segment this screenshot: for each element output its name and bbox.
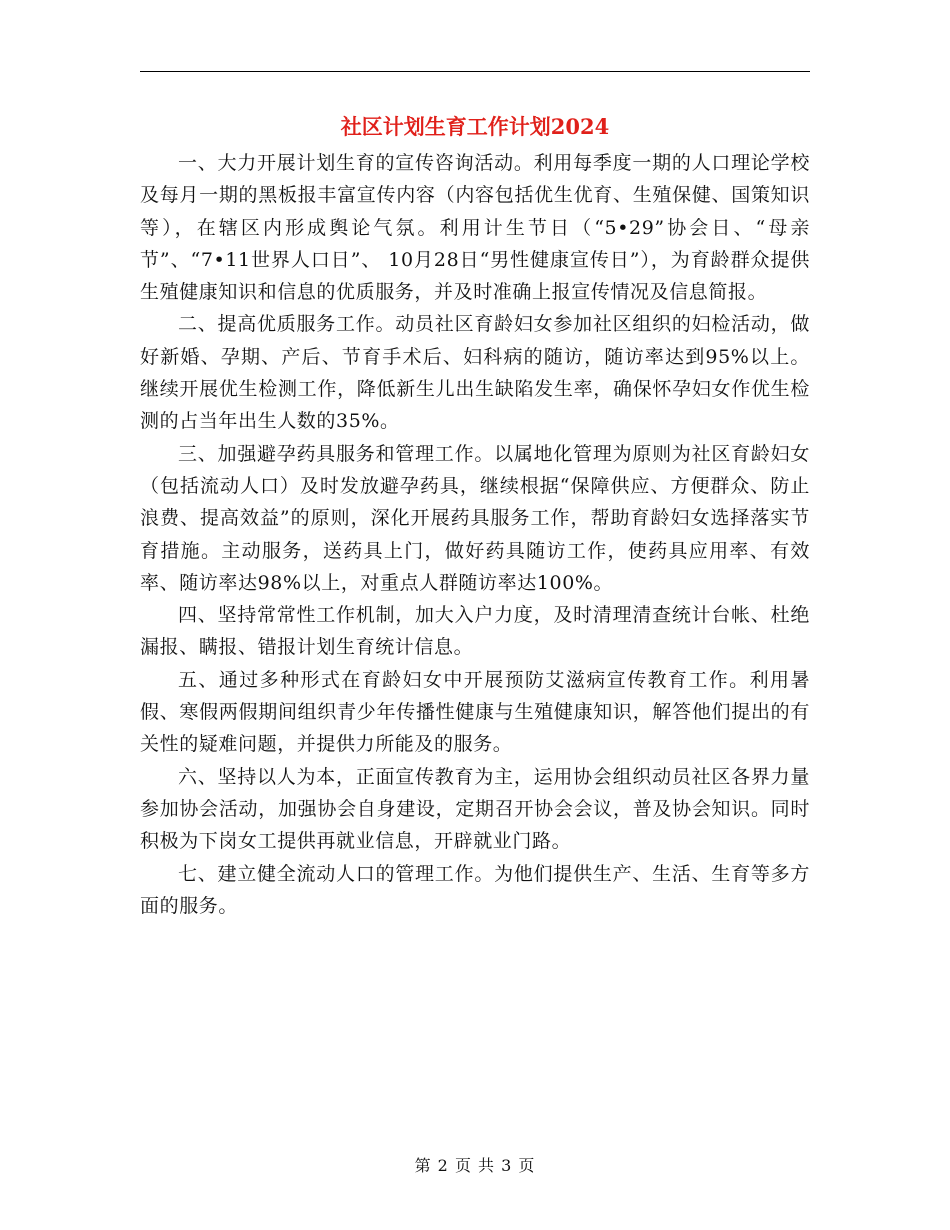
paragraph-1: 一、大力开展计划生育的宣传咨询活动。利用每季度一期的人口理论学校及每月一期的黑板报丰富宣传内容（内容包括优生优育、生殖保健、国策知识等），在辖区内形成舆论气氛。利用计生节日（“5•29”协会日、“母亲节”、“7•11世界人口日”、 10月28日“男性健康宣传日”），为育龄群众提供生殖健康知识和信息的优质服务，并及时准确上报宣传情况及信息简报。 [140,152,810,304]
paragraph-4: 四、坚持常常性工作机制，加大入户力度，及时清理清查统计台帐、杜绝漏报、瞒报、错报计划生育统计信息。 [140,604,810,659]
document-body [140,147,810,922]
paragraph-6: 六、坚持以人为本，正面宣传教育为主，运用协会组织动员社区各界力量参加协会活动，加强协会自身建设，定期召开协会会议，普及协会知识。同时积极为下岗女工提供再就业信息，开辟就业门路。 [140,765,810,853]
paragraph-5: 五、通过多种形式在育龄妇女中开展预防艾滋病宣传教育工作。利用暑假、寒假两假期间组织青少年传播性健康与生殖健康知识，解答他们提出的有关性的疑难问题，并提供力所能及的服务。 [140,668,810,756]
paragraph-7: 七、建立健全流动人口的管理工作。为他们提供生产、生活、生育等多方面的服务。 [140,862,810,917]
document-title: 社区计划生育工作计划2024 [340,114,610,139]
paragraph-3: 三、加强避孕药具服务和管理工作。以属地化管理为原则为社区育龄妇女（包括流动人口）及时发放避孕药具，继续根据“保障供应、方便群众、防止浪费、提高效益”的原则，深化开展药具服务工作，帮助育龄妇女选择落实节育措施。主动服务，送药具上门，做好药具随访工作，使药具应用率、有效率、随访率达98%以上，对重点人群随访率达100%。 [140,442,810,594]
header-rule [140,71,810,72]
page-number: 第 2 页 共 3 页 [414,1156,536,1175]
paragraph-2: 二、提高优质服务工作。动员社区育龄妇女参加社区组织的妇检活动，做好新婚、孕期、产后、节育手术后、妇科病的随访，随访率达到95%以上。继续开展优生检测工作，降低新生儿出生缺陷发生率，确保怀孕妇女作优生检测的占当年出生人数的35%。 [140,313,810,433]
